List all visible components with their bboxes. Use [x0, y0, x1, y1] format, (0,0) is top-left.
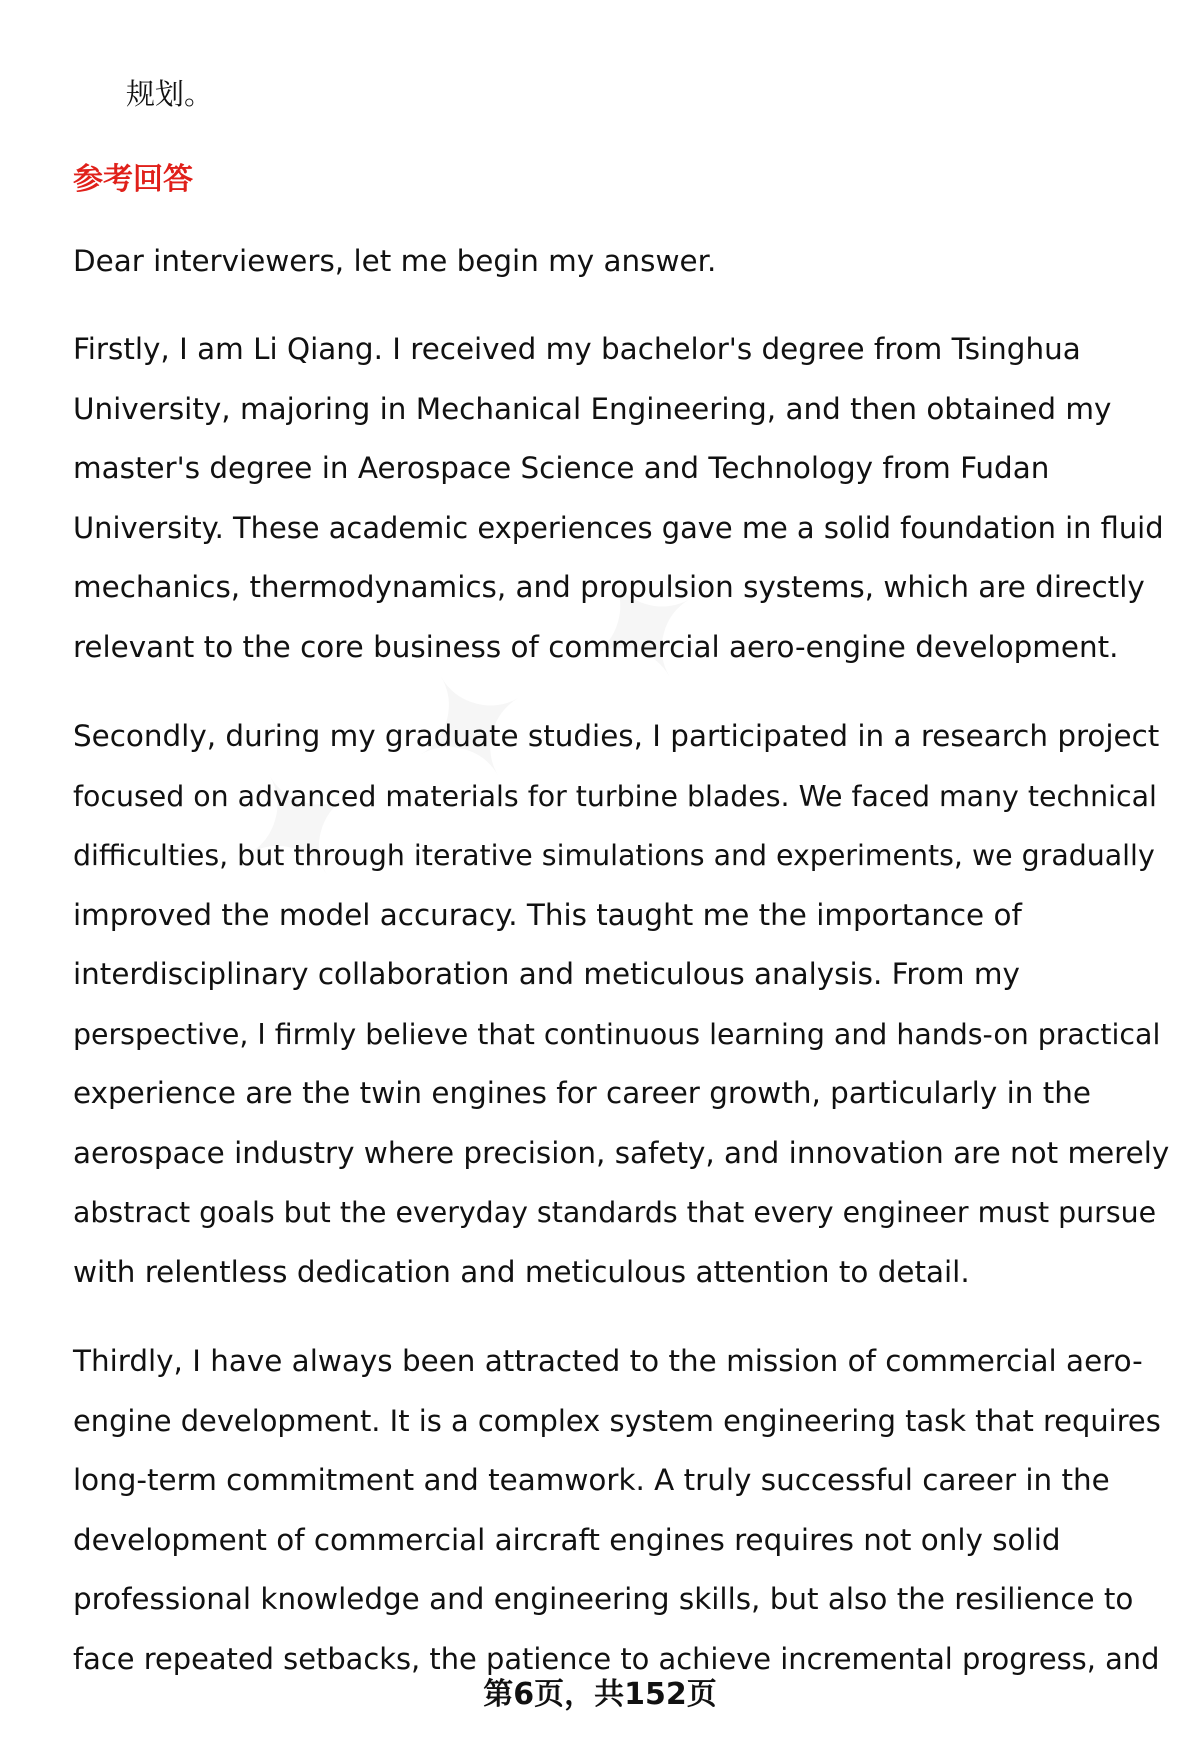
text-line: with relentless dedication and meticulous attention to detail. [73, 1254, 970, 1289]
text-line: interdisciplinary collaboration and meticulous analysis. From my [73, 957, 1020, 991]
text-line: University. These academic experiences gave me a solid foundation in fluid [73, 510, 1164, 545]
text-line: engine development. It is a complex system engineering task that requires [73, 1403, 1161, 1438]
text-line: perspective, I firmly believe that continuous learning and hands-on practical [73, 1017, 1161, 1051]
text-line: aerospace industry where precision, safety, and innovation are not merely [73, 1135, 1170, 1170]
text-line: experience are the twin engines for career growth, particularly in the [73, 1076, 1091, 1110]
text-line: long-term commitment and teamwork. A truly successful career in the [73, 1463, 1110, 1497]
text-line: professional knowledge and engineering skills, but also the resilience to [73, 1582, 1134, 1616]
section-heading-reference-answer: 参考回答 [73, 162, 193, 197]
continued-fragment: 规划。 [126, 77, 214, 111]
text-line: Thirdly, I have always been attracted to the mission of commercial aero- [73, 1344, 1143, 1378]
paragraph-thirdly [73, 1332, 1161, 1689]
text-line: Secondly, during my graduate studies, I participated in a research project [73, 719, 1160, 753]
paragraph-secondly [73, 707, 1170, 1302]
text-line: Dear interviewers, let me begin my answer. [73, 244, 717, 278]
text-line: master's degree in Aerospace Science and Technology from Fudan [73, 451, 1050, 485]
text-line: development of commercial aircraft engines requires not only solid [73, 1522, 1061, 1557]
text-line: Firstly, I am Li Qiang. I received my bachelor's degree from Tsinghua [73, 332, 1081, 366]
text-line: difficulties, but through iterative simulations and experiments, we gradually [73, 839, 1155, 872]
text-line: University, majoring in Mechanical Engineering, and then obtained my [73, 391, 1112, 426]
text-line: abstract goals but the everyday standards that every engineer must pursue [73, 1196, 1157, 1229]
page-number-footer: 第6页，共152页 [483, 1677, 717, 1712]
text-line: face repeated setbacks, the patience to achieve incremental progress, and [73, 1641, 1160, 1676]
paragraph-greeting [73, 232, 1153, 292]
text-line: focused on advanced materials for turbine blades. We faced many technical [73, 779, 1157, 813]
text-line: mechanics, thermodynamics, and propulsion systems, which are directly [73, 570, 1145, 604]
paragraph-firstly [73, 320, 1164, 677]
text-line: improved the model accuracy. This taught me the importance of [73, 897, 1022, 932]
text-line: relevant to the core business of commercial aero-engine development. [73, 629, 1119, 664]
